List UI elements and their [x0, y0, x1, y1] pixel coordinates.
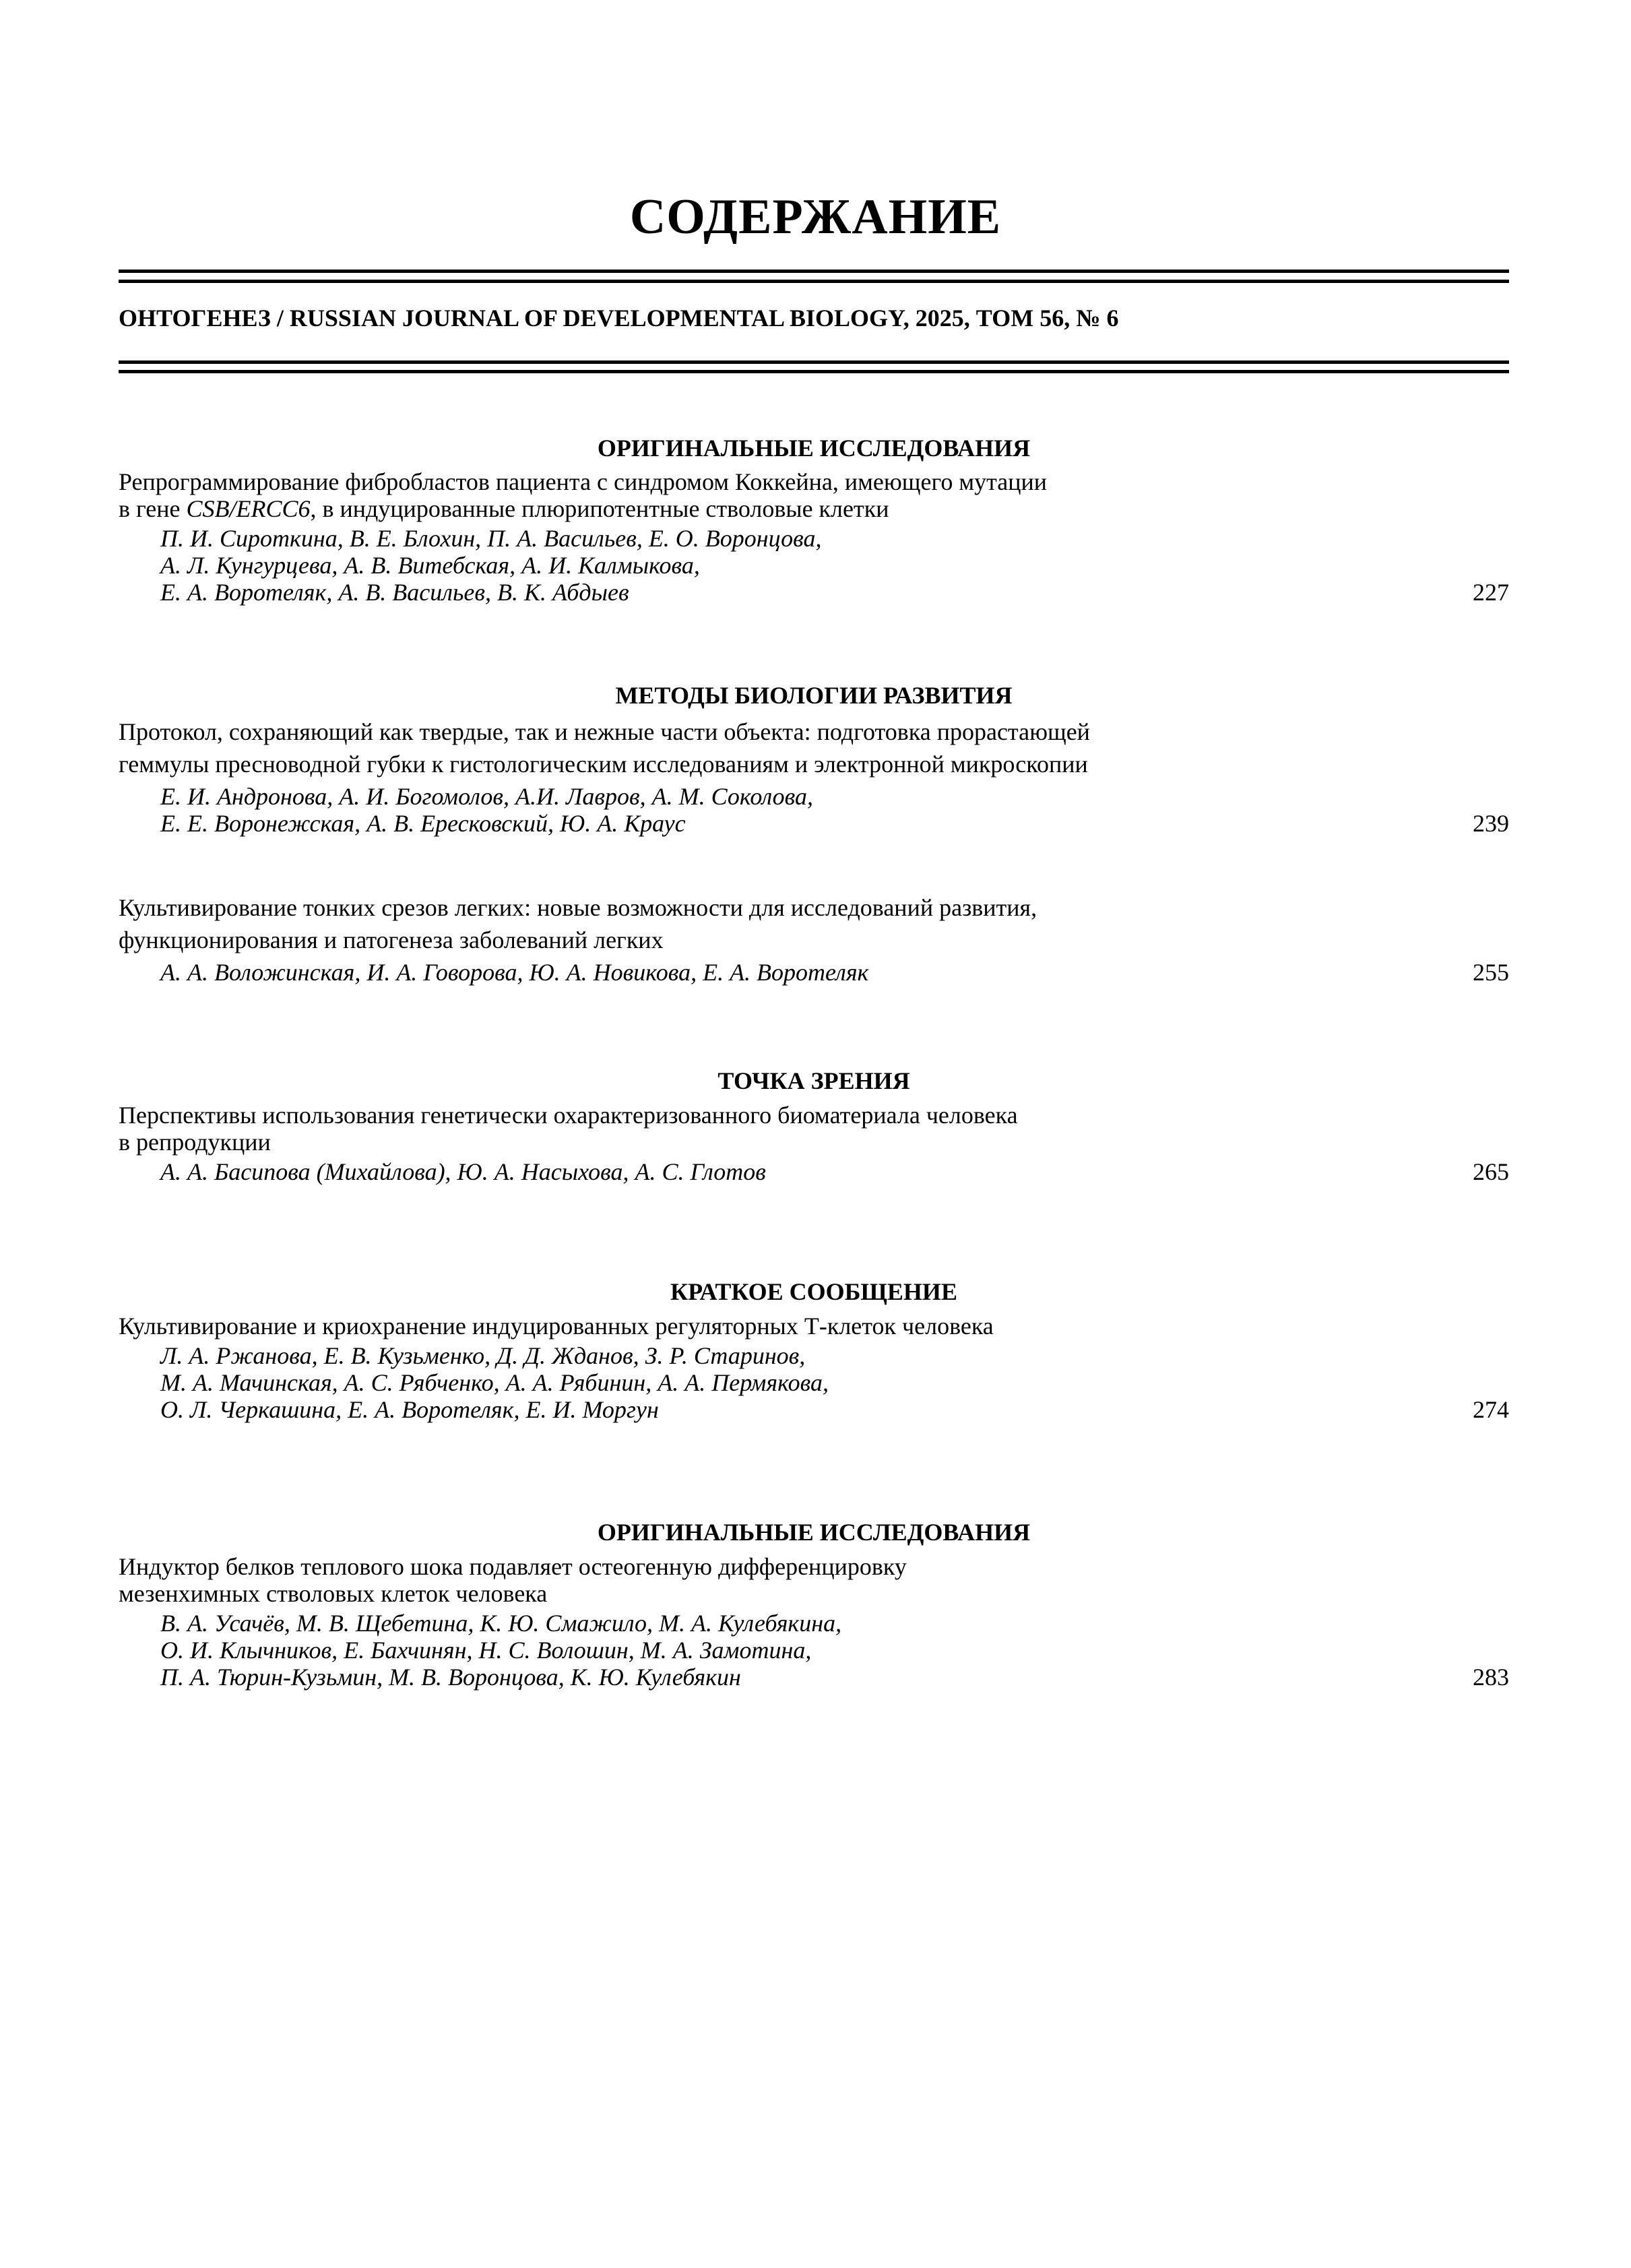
toc-entry[interactable] — [119, 891, 1509, 986]
article-title — [119, 891, 1399, 956]
article-title-line: Индуктор белков теплового шока подавляет остеогенную дифференцировку — [119, 1553, 907, 1580]
article-authors — [119, 783, 1509, 837]
article-title-line: в гене — [119, 495, 187, 522]
section-heading: ОРИГИНАЛЬНЫЕ ИССЛЕДОВАНИЯ — [597, 1519, 1031, 1546]
page-number[interactable]: 255 — [1473, 959, 1509, 986]
section-heading: ТОЧКА ЗРЕНИЯ — [717, 1067, 910, 1094]
article-title-line: Репрограммирование фибробластов пациента с синдромом Коккейна, имеющего мутации — [119, 468, 1048, 495]
article-title-line: в репродукции — [119, 1129, 271, 1156]
page-number[interactable]: 283 — [1473, 1664, 1509, 1691]
article-title-line: Перспективы использования генетически охарактеризованного биоматериала человека — [119, 1102, 1018, 1129]
article-title — [119, 1102, 1399, 1156]
author-line: Е. И. Андронова, А. И. Богомолов, А.И. Лавров, А. М. Соколова, — [160, 783, 813, 810]
article-authors — [119, 959, 1509, 986]
author-line: О. И. Клычников, Е. Бахчинян, Н. С. Волошин, М. А. Замотина, — [160, 1637, 812, 1664]
author-line: П. И. Сироткина, В. Е. Блохин, П. А. Васильев, Е. О. Воронцова, — [160, 525, 822, 552]
author-line: А. А. Воложинская, И. А. Говорова, Ю. А. Новикова, Е. А. Воротеляк — [160, 959, 869, 986]
author-line: А. Л. Кунгурцева, А. В. Витебская, А. И. Калмыкова, — [160, 552, 700, 579]
page-number[interactable]: 227 — [1473, 579, 1509, 606]
section-heading: МЕТОДЫ БИОЛОГИИ РАЗВИТИЯ — [615, 682, 1013, 709]
article-title-line: Культивирование и криохранение индуцированных регуляторных Т-клеток человека — [119, 1313, 994, 1340]
author-line: Е. А. Воротеляк, А. В. Васильев, В. К. Абдыев — [160, 579, 629, 606]
article-title — [119, 716, 1399, 780]
article-title — [119, 1313, 1399, 1340]
author-line: О. Л. Черкашина, Е. А. Воротеляк, Е. И. Моргун — [160, 1396, 659, 1423]
author-line: П. А. Тюрин-Кузьмин, М. В. Воронцова, К. Ю. Кулебякин — [160, 1664, 741, 1691]
article-authors — [119, 1342, 1509, 1423]
author-line: Е. Е. Воронежская, А. В. Ересковский, Ю. А. Краус — [160, 810, 686, 837]
section-heading: КРАТКОЕ СООБЩЕНИЕ — [670, 1278, 957, 1305]
page-title: СОДЕРЖАНИЕ — [629, 189, 1002, 245]
article-title-line: мезенхимных стволовых клеток человека — [119, 1580, 548, 1607]
author-line: М. А. Мачинская, А. С. Рябченко, А. А. Рябинин, А. А. Пермякова, — [160, 1369, 829, 1396]
bottom-rule-2 — [119, 370, 1509, 373]
author-line: В. А. Усачёв, М. В. Щебетина, К. Ю. Смажило, М. А. Кулебякина, — [160, 1610, 842, 1637]
top-rule-2 — [119, 280, 1509, 283]
section-heading: ОРИГИНАЛЬНЫЕ ИССЛЕДОВАНИЯ — [597, 435, 1031, 462]
article-authors — [119, 1158, 1509, 1185]
page-number[interactable]: 274 — [1473, 1396, 1509, 1423]
author-line: Л. А. Ржанова, Е. В. Кузьменко, Д. Д. Жданов, З. Р. Старинов, — [160, 1342, 806, 1369]
toc-entry[interactable] — [119, 716, 1509, 837]
article-title-line: Культивирование тонких срезов легких: новые возможности для исследований развития, — [119, 894, 1037, 921]
article-title-line: , в индуцированные плюрипотентные стволовые клетки — [310, 495, 889, 522]
top-rule-1 — [119, 270, 1509, 273]
page-number[interactable]: 265 — [1473, 1158, 1509, 1185]
author-line: А. А. Басипова (Михайлова), Ю. А. Насыхова, А. С. Глотов — [160, 1158, 766, 1185]
journal-line: ОНТОГЕНЕЗ / RUSSIAN JOURNAL OF DEVELOPMENTAL BIOLOGY, 2025, ТОМ 56, № 6 — [119, 305, 1119, 332]
article-title-line: Протокол, сохраняющий как твердые, так и нежные части объекта: подготовка прорастающей — [119, 718, 1090, 745]
article-title — [119, 1553, 1399, 1607]
bottom-rule-1 — [119, 360, 1509, 364]
article-authors — [119, 525, 1509, 606]
article-title — [119, 468, 1399, 522]
page-number[interactable]: 239 — [1473, 810, 1509, 837]
toc-entry[interactable] — [119, 1553, 1509, 1691]
toc-entry[interactable] — [119, 1102, 1509, 1185]
article-authors — [119, 1610, 1509, 1691]
toc-entry[interactable] — [119, 1313, 1509, 1423]
gene-name: CSB/ERCC6 — [186, 495, 311, 522]
article-title-line: функционирования и патогенеза заболеваний легких — [119, 926, 664, 953]
toc-entry[interactable] — [119, 468, 1509, 606]
article-title-line: геммулы пресноводной губки к гистологическим исследованиям и электронной микроскопии — [119, 751, 1088, 778]
